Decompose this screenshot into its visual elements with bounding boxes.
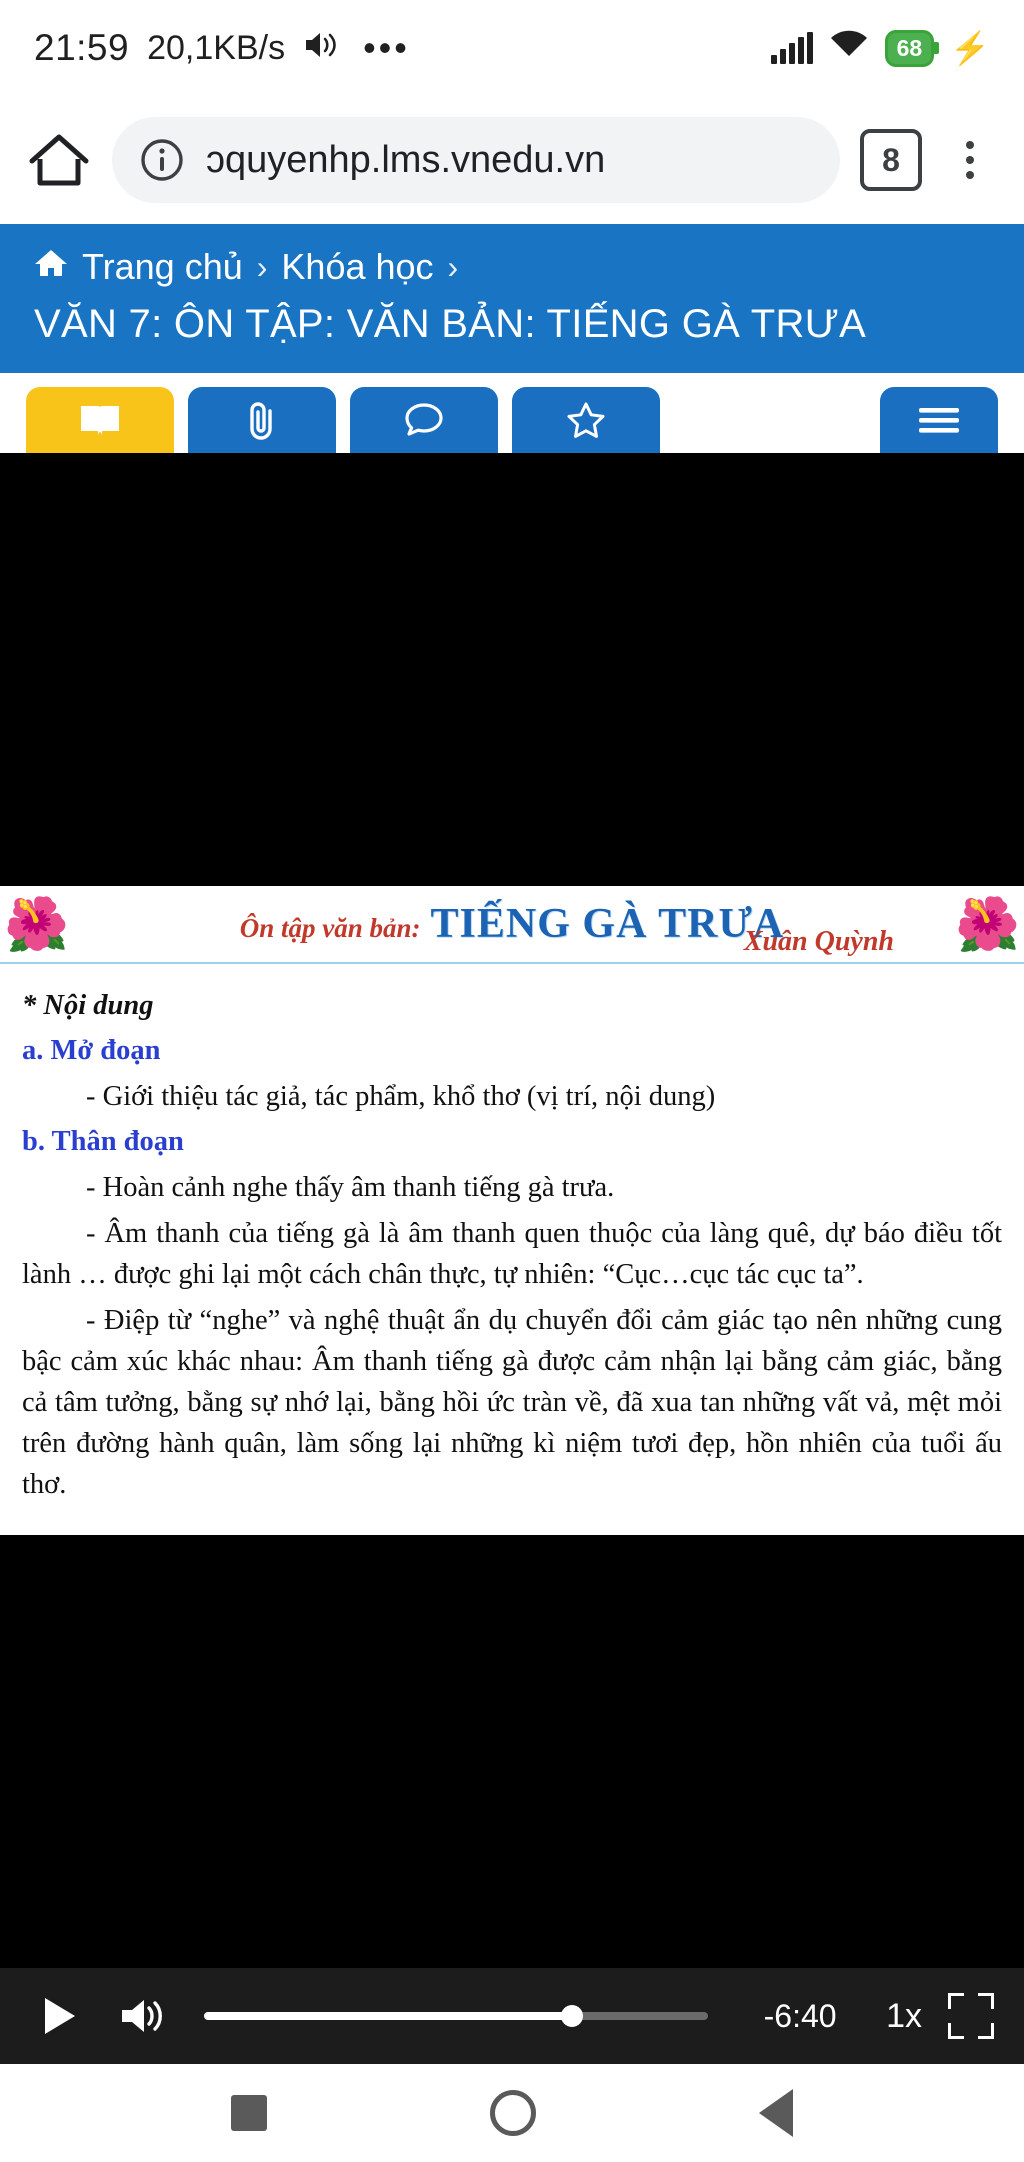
volume-on-icon[interactable] bbox=[114, 1987, 172, 2045]
time-remaining: -6:40 bbox=[763, 1997, 837, 2034]
status-bar bbox=[0, 0, 1024, 96]
flower-decoration-right-icon: 🌺 bbox=[955, 895, 1020, 954]
tab-attachments[interactable] bbox=[188, 387, 336, 453]
battery-indicator bbox=[885, 30, 935, 67]
seek-progress-fill bbox=[204, 2012, 572, 2020]
breadcrumb-separator-2: › bbox=[447, 248, 459, 285]
seek-slider[interactable] bbox=[204, 2012, 708, 2020]
breadcrumb-separator-1: › bbox=[256, 248, 268, 285]
breadcrumb-item-home[interactable]: Trang chủ bbox=[82, 246, 243, 287]
tab-count-label: 8 bbox=[882, 141, 900, 178]
flower-decoration-left-icon: 🌺 bbox=[4, 895, 69, 954]
paperclip-icon bbox=[242, 399, 282, 441]
breadcrumb-item-courses[interactable]: Khóa học bbox=[281, 246, 434, 287]
breadcrumb bbox=[34, 246, 990, 288]
slide-body bbox=[0, 964, 1024, 1535]
slide-section-b-item-3: - Điệp từ “nghe” và nghệ thuật ẩn dụ chuyển đổi cảm giác tạo nên những cung bậc cảm xúc khác nhau: Âm thanh tiếng gà được cảm nhận lại bằng cảm giác, bằng cả tâm tưởng, bằng sự nhớ lại, bằng hồi ức tràn về, đã xua tan những vất vả, mệt mỏi trên đường hành quân, làm sống lại những kì niệm tươi đẹp, hồn nhiên của tuổi ấu thơ. bbox=[22, 1305, 1002, 1501]
status-bar-right bbox=[771, 29, 990, 67]
charging-bolt-icon: ⚡ bbox=[950, 30, 990, 66]
more-vertical-icon[interactable] bbox=[942, 141, 998, 179]
browser-toolbar bbox=[0, 96, 1024, 224]
lesson-slide bbox=[0, 886, 1024, 1535]
slide-section-a: a. Mở đoạn bbox=[22, 1034, 161, 1066]
status-time: 21:59 bbox=[34, 27, 130, 68]
slide-banner-title: TIẾNG GÀ TRƯA bbox=[430, 900, 785, 947]
player-controls bbox=[0, 1968, 1024, 2064]
seek-handle[interactable] bbox=[561, 2005, 583, 2027]
network-speed: 20,1KB/s bbox=[147, 28, 286, 67]
hamburger-menu-icon bbox=[916, 404, 962, 436]
slide-section-a-item: - Giới thiệu tác giả, tác phẩm, khổ thơ (vị trí, nội dung) bbox=[86, 1080, 716, 1112]
status-overflow-icon: ••• bbox=[363, 27, 410, 68]
star-icon bbox=[565, 400, 607, 440]
slide-banner-text bbox=[240, 900, 785, 948]
android-nav-bar bbox=[0, 2064, 1024, 2162]
status-bar-left bbox=[34, 27, 410, 69]
slide-banner-prefix: Ôn tập văn bản: bbox=[239, 912, 421, 943]
address-bar[interactable] bbox=[112, 117, 840, 203]
slide-section-b: b. Thân đoạn bbox=[22, 1125, 184, 1157]
tab-lesson[interactable] bbox=[26, 387, 174, 453]
wifi-icon bbox=[829, 29, 869, 67]
battery-level: 68 bbox=[896, 34, 923, 61]
home-icon[interactable] bbox=[26, 127, 92, 193]
page-info-icon[interactable] bbox=[140, 138, 184, 182]
slide-section-b-item-2: - Âm thanh của tiếng gà là âm thanh quen thuộc của làng quê, dự báo điều tốt lành … được ghi lại một cách chân thực, tự nhiên: “Cục…cục tác cục ta”. bbox=[22, 1217, 1002, 1290]
slide-section-b-item-1: - Hoàn cảnh nghe thấy âm thanh tiếng gà trưa. bbox=[86, 1171, 615, 1203]
page-title: VĂN 7: ÔN TẬP: VĂN BẢN: TIẾNG GÀ TRƯA bbox=[34, 302, 867, 346]
tab-comments[interactable] bbox=[350, 387, 498, 453]
slide-banner-author: Xuân Quỳnh bbox=[743, 925, 894, 957]
home-circle-icon[interactable] bbox=[490, 2090, 536, 2136]
fullscreen-icon[interactable] bbox=[948, 1993, 994, 2039]
slide-heading: * Nội dung bbox=[22, 989, 154, 1021]
recents-square-icon[interactable] bbox=[231, 2095, 267, 2131]
tab-menu[interactable] bbox=[880, 387, 998, 453]
play-icon[interactable] bbox=[30, 1987, 88, 2045]
url-text[interactable]: ɔquyenhp.lms.vnedu.vn bbox=[206, 138, 606, 181]
book-icon bbox=[77, 400, 123, 440]
video-player[interactable] bbox=[0, 453, 1024, 1968]
slide-banner bbox=[0, 886, 1024, 964]
volume-mute-icon bbox=[303, 29, 339, 67]
tab-switcher-button[interactable] bbox=[860, 129, 922, 191]
back-triangle-icon[interactable] bbox=[759, 2089, 793, 2137]
signal-bars-icon bbox=[771, 32, 813, 64]
playback-speed-button[interactable]: 1x bbox=[886, 1996, 922, 2035]
tab-favorite[interactable] bbox=[512, 387, 660, 453]
content-tab-bar bbox=[0, 373, 1024, 453]
lms-header bbox=[0, 224, 1024, 373]
breadcrumb-home-icon[interactable] bbox=[34, 248, 68, 287]
chat-bubble-icon bbox=[403, 400, 445, 440]
